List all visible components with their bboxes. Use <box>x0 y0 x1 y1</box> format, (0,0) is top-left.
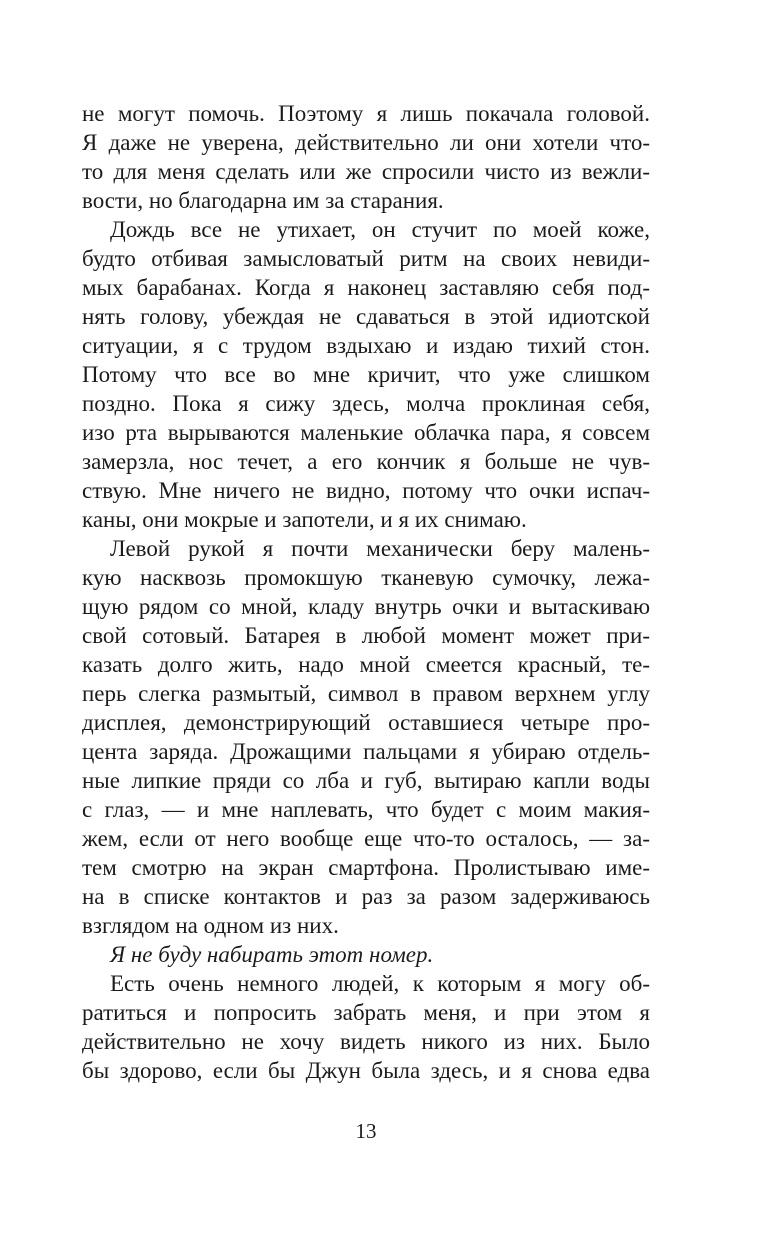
paragraph <box>82 969 650 1085</box>
text-line: будто отбивая замысловатый ритм на своих невиди- <box>82 246 650 271</box>
text-line: то для меня сделать или же спросили чисто из вежли- <box>82 159 650 184</box>
text-line: вости, но благодарна им за старания. <box>82 188 444 213</box>
text-line: Я не буду набирать этот номер. <box>110 942 434 967</box>
paragraph <box>82 215 650 534</box>
text-line: на в списке контактов и раз за разом задерживаюсь <box>82 884 650 909</box>
text-line: изо рта вырываются маленькие облачка пара, я совсем <box>82 420 650 445</box>
text-line: взглядом на одном из них. <box>82 913 339 938</box>
text-line: каны, они мокрые и запотели, и я их снимаю. <box>82 507 527 532</box>
text-line: ратиться и попросить забрать меня, и при этом я <box>82 1000 650 1025</box>
text-line: поздно. Пока я сижу здесь, молча проклиная себя, <box>82 391 650 416</box>
text-line: свой сотовый. Батарея в любой момент может при- <box>82 623 650 648</box>
paragraph <box>82 99 650 215</box>
text-line: кую насквозь промокшую тканевую сумочку, лежа- <box>82 565 650 590</box>
text-line: мых барабанах. Когда я наконец заставляю себя под- <box>82 275 650 300</box>
text-line: ситуации, я с трудом вздыхаю и издаю тихий стон. <box>82 333 650 358</box>
paragraph <box>82 940 650 969</box>
text-line: нять голову, убеждая не сдаваться в этой идиотской <box>82 304 650 329</box>
text-line: действительно не хочу видеть никого из них. Было <box>82 1029 650 1054</box>
text-line: замерзла, нос течет, а его кончик я больше не чув- <box>82 449 650 474</box>
text-line: щую рядом со мной, кладу внутрь очки и вытаскиваю <box>82 594 650 619</box>
text-line: не могут помочь. Поэтому я лишь покачала головой. <box>82 101 650 126</box>
text-line: Потому что все во мне кричит, что уже слишком <box>82 362 650 387</box>
paragraph <box>82 534 650 940</box>
text-line: Дождь все не утихает, он стучит по моей коже, <box>110 217 650 242</box>
page-number: 13 <box>355 1119 377 1143</box>
text-line: Есть очень немного людей, к которым я могу об- <box>110 971 650 996</box>
text-line: дисплея, демонстрирующий оставшиеся четыре про- <box>82 710 650 735</box>
text-line: жем, если от него вообще еще что-то осталось, — за- <box>82 826 650 851</box>
text-line: тем смотрю на экран смартфона. Пролистываю име- <box>82 855 650 880</box>
text-line: перь слегка размытый, символ в правом верхнем углу <box>82 681 650 706</box>
text-line: Левой рукой я почти механически беру малень- <box>110 536 650 561</box>
page-text <box>82 99 650 1085</box>
text-line: с глаз, — и мне наплевать, что будет с моим макия- <box>82 797 650 822</box>
text-line: ствую. Мне ничего не видно, потому что очки испач- <box>82 478 650 503</box>
text-line: Я даже не уверена, действительно ли они хотели что- <box>82 130 650 155</box>
text-line: бы здорово, если бы Джун была здесь, и я снова едва <box>82 1058 650 1083</box>
text-line: ные липкие пряди со лба и губ, вытираю капли воды <box>82 768 650 793</box>
text-line: казать долго жить, надо мной смеется красный, те- <box>82 652 650 677</box>
text-line: цента заряда. Дрожащими пальцами я убираю отдель- <box>82 739 650 764</box>
